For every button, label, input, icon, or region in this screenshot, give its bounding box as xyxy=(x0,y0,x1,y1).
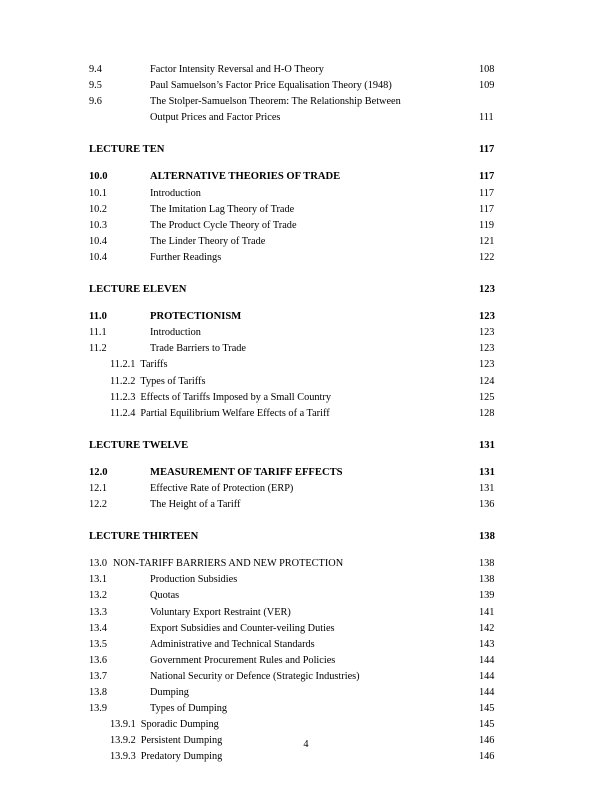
vertical-spacer xyxy=(89,513,523,529)
toc-entry-title: Export Subsidies and Counter-veiling Duties xyxy=(150,622,335,634)
toc-entry-row[interactable] xyxy=(89,465,523,481)
toc-entry-title: The Imitation Lag Theory of Trade xyxy=(150,203,295,215)
toc-entry-row[interactable] xyxy=(89,357,523,373)
lecture-label: LECTURE ELEVEN xyxy=(89,284,187,296)
toc-entry-page-number: 145 xyxy=(479,719,495,731)
toc-entry-number: 11.2 xyxy=(89,343,107,355)
toc-entry-number: 10.1 xyxy=(89,187,108,199)
toc-entry-number: 13.1 xyxy=(89,574,108,586)
toc-entry-number: 9.6 xyxy=(89,96,102,108)
toc-entry-title: The Linder Theory of Trade xyxy=(150,235,266,247)
toc-entry-row[interactable] xyxy=(89,169,523,185)
toc-entry-row[interactable] xyxy=(89,621,523,637)
lecture-heading-row[interactable] xyxy=(89,438,523,454)
toc-entry-row[interactable] xyxy=(89,588,523,604)
toc-entry-page-number: 139 xyxy=(479,590,495,602)
toc-entry-number: 11.2.2 xyxy=(110,375,136,387)
toc-entry-page-number: 136 xyxy=(479,499,495,511)
vertical-spacer xyxy=(89,298,523,309)
toc-entry-number: 9.5 xyxy=(89,80,102,92)
toc-entry-page-number: 123 xyxy=(479,359,495,371)
toc-entry-number: 13.6 xyxy=(89,654,108,666)
toc-entry-number: 11.2.1 xyxy=(110,359,136,371)
toc-entry-page-number: 138 xyxy=(479,531,495,543)
lecture-heading-row[interactable] xyxy=(89,529,523,545)
toc-entry-title: The Stolper-Samuelson Theorem: The Relationship Between xyxy=(150,96,401,108)
toc-entry-page-number: 117 xyxy=(479,171,495,183)
toc-entry-title: The Height of a Tariff xyxy=(150,499,241,511)
toc-entry-page-number: 141 xyxy=(479,606,495,618)
toc-entry-row[interactable] xyxy=(89,218,523,234)
toc-entry-page-number: 123 xyxy=(479,284,495,296)
toc-entry-page-number: 144 xyxy=(479,654,495,666)
toc-entry-number: 12.1 xyxy=(89,482,108,494)
toc-entry-number: 13.5 xyxy=(89,638,108,650)
toc-entry-row[interactable] xyxy=(89,234,523,250)
table-of-contents-list xyxy=(89,62,523,765)
toc-entry-number: 11.1 xyxy=(89,327,107,339)
toc-entry-title: Persistent Dumping xyxy=(140,735,223,747)
toc-entry-row[interactable] xyxy=(89,390,523,406)
toc-entry-page-number: 109 xyxy=(479,80,495,92)
toc-entry-page-number: 123 xyxy=(479,311,495,323)
toc-entry-page-number: 124 xyxy=(479,375,495,387)
toc-entry-title: Quotas xyxy=(150,590,180,602)
toc-entry-title: Types of Tariffs xyxy=(140,375,206,387)
toc-entry-page-number: 146 xyxy=(479,735,495,747)
toc-entry-row[interactable] xyxy=(89,749,523,765)
toc-entry-number: 12.2 xyxy=(89,499,108,511)
toc-entry-number: 11.0 xyxy=(89,311,107,323)
toc-entry-row[interactable] xyxy=(89,341,523,357)
toc-entry-title: Further Readings xyxy=(150,251,222,263)
toc-entry-title: Effects of Tariffs Imposed by a Small Country xyxy=(140,391,331,403)
toc-entry-page-number: 142 xyxy=(479,622,495,634)
vertical-spacer xyxy=(89,454,523,465)
page-folio-number: 4 xyxy=(303,739,309,750)
toc-entry-page-number: 138 xyxy=(479,574,495,586)
toc-entry-row[interactable] xyxy=(89,685,523,701)
toc-entry-number: 11.2.4 xyxy=(110,407,136,419)
toc-entry-row[interactable] xyxy=(89,497,523,513)
toc-entry-number: 11.2.3 xyxy=(110,391,136,403)
vertical-spacer xyxy=(89,158,523,169)
toc-entry-title: Introduction xyxy=(150,327,201,339)
toc-entry-title: Government Procurement Rules and Policies xyxy=(150,654,336,666)
toc-entry-page-number: 131 xyxy=(479,439,495,451)
toc-entry-row[interactable] xyxy=(89,481,523,497)
toc-entry-title: Output Prices and Factor Prices xyxy=(150,112,281,124)
toc-entry-number: 13.8 xyxy=(89,687,108,698)
toc-entry-title: PROTECTIONISM xyxy=(150,311,242,323)
toc-entry-page-number: 111 xyxy=(479,112,494,124)
toc-entry-title: Paul Samuelson’s Factor Price Equalisation Theory (1948) xyxy=(150,80,392,92)
toc-entry-number: 13.9.2 xyxy=(110,735,136,747)
toc-entry-row[interactable] xyxy=(89,309,523,325)
toc-entry-row[interactable] xyxy=(89,250,523,266)
toc-entry-title: Production Subsidies xyxy=(150,574,238,586)
toc-entry-title: Partial Equilibrium Welfare Effects of a Tariff xyxy=(140,407,330,419)
toc-entry-title: MEASUREMENT OF TARIFF EFFECTS xyxy=(150,466,343,478)
toc-entry-page-number: 123 xyxy=(479,343,495,355)
lecture-label: LECTURE TWELVE xyxy=(89,439,189,451)
toc-entry-row[interactable] xyxy=(89,669,523,685)
toc-entry-title: Introduction xyxy=(150,187,201,199)
toc-entry-title: Trade Barriers to Trade xyxy=(150,343,247,355)
toc-entry-page-number: 108 xyxy=(479,64,495,75)
toc-entry-row[interactable] xyxy=(89,717,523,733)
toc-entry-row[interactable] xyxy=(89,653,523,669)
toc-entry-row[interactable] xyxy=(89,202,523,218)
toc-entry-row[interactable] xyxy=(89,62,523,78)
vertical-spacer xyxy=(89,422,523,438)
toc-entry-row[interactable] xyxy=(89,110,523,126)
toc-entry-title: Voluntary Export Restraint (VER) xyxy=(150,606,291,618)
toc-entry-page-number: 117 xyxy=(479,144,495,156)
toc-entry-number: 13.9 xyxy=(89,703,108,715)
toc-entry-page-number: 125 xyxy=(479,391,495,403)
toc-entry-row[interactable] xyxy=(89,637,523,653)
toc-entry-page-number: 117 xyxy=(479,203,495,215)
toc-entry-row[interactable] xyxy=(89,325,523,341)
toc-entry-row[interactable] xyxy=(89,556,523,572)
toc-entry-title: Dumping xyxy=(150,687,189,698)
toc-entry-title: Administrative and Technical Standards xyxy=(150,638,315,650)
toc-entry-number: 10.3 xyxy=(89,219,108,231)
toc-entry-title: Effective Rate of Protection (ERP) xyxy=(150,482,294,494)
vertical-spacer xyxy=(89,126,523,142)
toc-entry-title: Sporadic Dumping xyxy=(140,719,219,731)
toc-entry-number: 9.4 xyxy=(89,64,102,75)
toc-entry-title: Types of Dumping xyxy=(150,703,228,715)
toc-entry-number: 13.7 xyxy=(89,670,108,682)
toc-entry-page-number: 138 xyxy=(479,558,495,570)
toc-entry-page-number: 145 xyxy=(479,703,495,715)
toc-entry-number: 12.0 xyxy=(89,466,108,478)
toc-entry-page-number: 143 xyxy=(479,638,495,650)
toc-entry-number: 13.0 xyxy=(89,558,108,570)
toc-entry-number: 10.0 xyxy=(89,171,108,183)
toc-entry-number: 10.4 xyxy=(89,251,108,263)
toc-entry-row[interactable] xyxy=(89,78,523,94)
toc-entry-page-number: 121 xyxy=(479,235,495,247)
toc-entry-row[interactable] xyxy=(89,186,523,202)
lecture-label: LECTURE TEN xyxy=(89,144,165,156)
toc-entry-page-number: 131 xyxy=(479,482,495,494)
toc-entry-row[interactable] xyxy=(89,94,523,110)
toc-entry-number: 13.9.1 xyxy=(110,719,136,731)
toc-entry-title: Tariffs xyxy=(140,359,168,371)
toc-entry-title: Predatory Dumping xyxy=(140,751,223,763)
toc-entry-title: NON-TARIFF BARRIERS AND NEW PROTECTION xyxy=(113,558,344,570)
toc-entry-row[interactable] xyxy=(89,701,523,717)
toc-entry-number: 13.9.3 xyxy=(110,751,136,763)
toc-entry-row[interactable] xyxy=(89,605,523,621)
toc-entry-number: 13.2 xyxy=(89,590,108,602)
vertical-spacer xyxy=(89,545,523,556)
toc-entry-title: The Product Cycle Theory of Trade xyxy=(150,219,297,231)
toc-entry-title: National Security or Defence (Strategic Industries) xyxy=(150,670,360,682)
toc-entry-page-number: 122 xyxy=(479,251,495,263)
toc-entry-page-number: 144 xyxy=(479,670,495,682)
toc-entry-number: 13.3 xyxy=(89,606,108,618)
toc-entry-number: 13.4 xyxy=(89,622,108,634)
toc-entry-page-number: 123 xyxy=(479,327,495,339)
toc-entry-page-number: 119 xyxy=(479,219,495,231)
lecture-heading-row[interactable] xyxy=(89,142,523,158)
toc-entry-number: 10.4 xyxy=(89,235,108,247)
toc-entry-row[interactable] xyxy=(89,572,523,588)
toc-entry-number: 10.2 xyxy=(89,203,108,215)
toc-entry-page-number: 117 xyxy=(479,187,495,199)
toc-entry-page-number: 146 xyxy=(479,751,495,763)
toc-entry-title: Factor Intensity Reversal and H-O Theory xyxy=(150,64,324,75)
lecture-label: LECTURE THIRTEEN xyxy=(89,531,199,543)
toc-entry-title: ALTERNATIVE THEORIES OF TRADE xyxy=(150,171,341,183)
toc-entry-page-number: 131 xyxy=(479,466,495,478)
toc-entry-page-number: 144 xyxy=(479,687,495,698)
lecture-heading-row[interactable] xyxy=(89,282,523,298)
toc-entry-row[interactable] xyxy=(89,406,523,422)
toc-entry-row[interactable] xyxy=(89,374,523,390)
vertical-spacer xyxy=(89,266,523,282)
toc-entry-page-number: 128 xyxy=(479,407,495,419)
